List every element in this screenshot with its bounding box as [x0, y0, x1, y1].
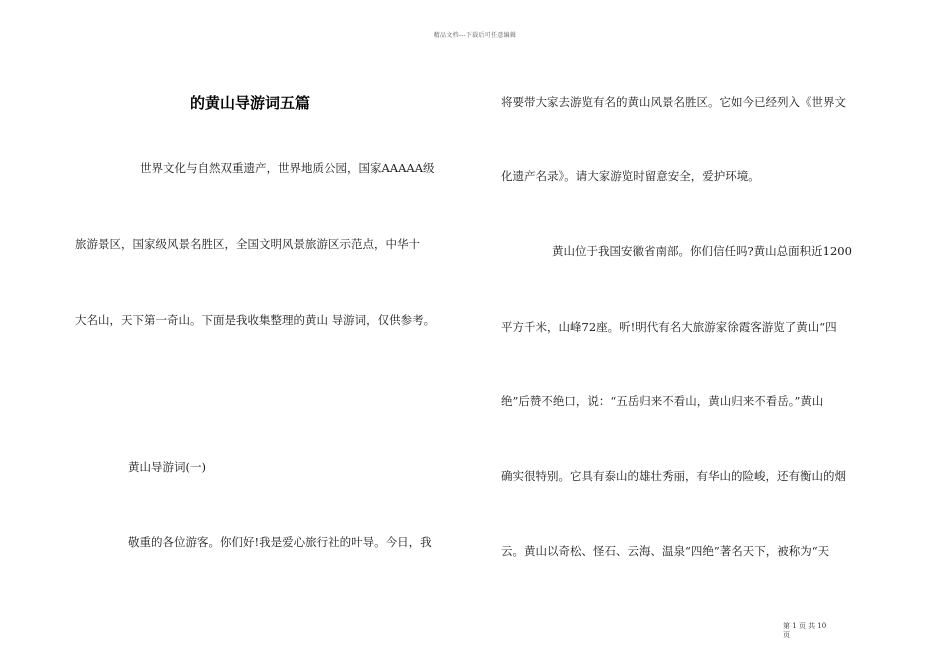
page-number — [783, 622, 826, 640]
body-line-5: 绝”后赞不绝口，说：“五岳归来不看山，黄山归来不看岳。”黄山 — [501, 394, 824, 408]
section-paragraph-line-1: 敬重的各位游客。你们好!我是爱心旅行社的叶导。今日，我 — [128, 535, 432, 549]
intro-line-1: 世界文化与自然双重遗产，世界地质公园，国家AAAAA级 — [140, 161, 435, 175]
section-heading: 黄山导游词(一) — [128, 460, 206, 474]
body-line-3: 黄山位于我国安徽省南部。你们信任吗?黄山总面积近1200 — [552, 244, 852, 258]
page-number-line-2: 页 — [783, 631, 790, 639]
body-line-2: 化遗产名录》。请大家游览时留意安全，爱护环境。 — [501, 169, 760, 183]
body-line-1: 将要带大家去游览有名的黄山风景名胜区。它如今已经列入《世界文 — [501, 95, 846, 109]
body-line-6: 确实很特别。它具有泰山的雄壮秀丽，有华山的险峻，还有衡山的烟 — [501, 469, 846, 483]
body-line-7: 云。黄山以奇松、怪石、云海、温泉“四绝”著名天下，被称为“天 — [501, 544, 830, 558]
document-title: 的黄山导游词五篇 — [190, 94, 311, 112]
page-number-line-1: 第 1 页 共 10 — [783, 622, 827, 630]
intro-line-2: 旅游景区，国家级风景名胜区，全国文明风景旅游区示范点，中华十 — [75, 237, 420, 251]
intro-line-3: 大名山，天下第一奇山。下面是我收集整理的黄山 导游词，仅供参考。 — [75, 313, 436, 327]
body-line-4: 平方千米，山峰72座。听!明代有名大旅游家徐霞客游览了黄山“四 — [501, 320, 837, 334]
page-header: 精品文档---下载后可任意编辑 — [433, 32, 517, 39]
